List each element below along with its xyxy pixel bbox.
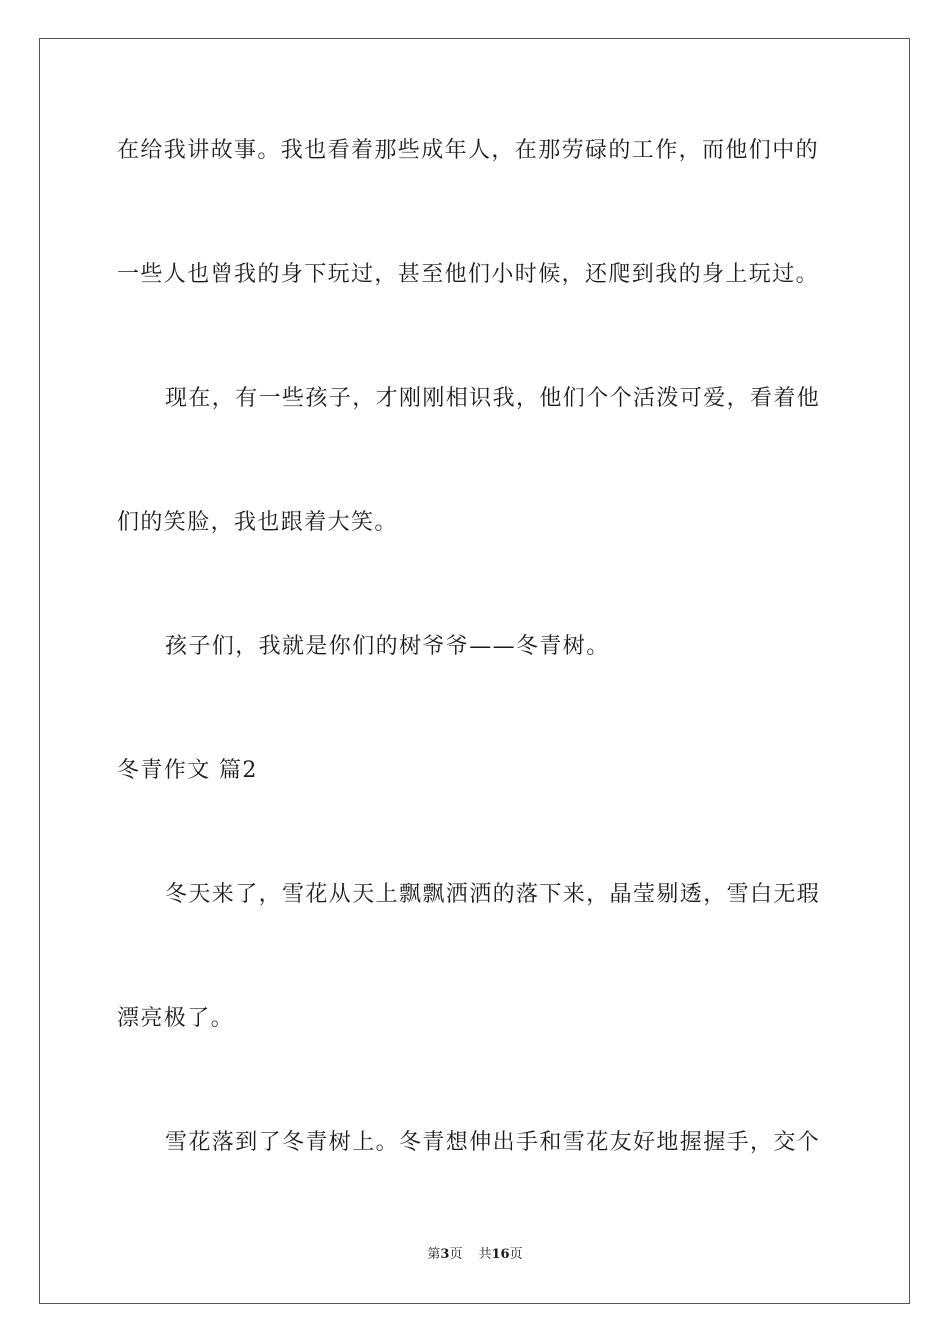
body-line-2: 一些人也曾我的身下玩过，甚至他们小时候，还爬到我的身上玩过。 <box>117 262 820 287</box>
body-line-3: 现在，有一些孩子，才刚刚相识我，他们个个活泼可爱，看着他 <box>165 386 821 411</box>
body-line-1: 在给我讲故事。我也看着那些成年人，在那劳碌的工作，而他们中的 <box>117 138 820 163</box>
body-line-4: 们的笑脸，我也跟着大笑。 <box>117 510 398 535</box>
body-line-7: 漂亮极了。 <box>117 1006 235 1031</box>
footer-total-prefix: 共 <box>478 1247 492 1262</box>
page-border <box>39 38 910 1304</box>
body-line-8: 雪花落到了冬青树上。冬青想伸出手和雪花友好地握握手，交个 <box>165 1130 821 1155</box>
page-footer <box>0 1246 950 1264</box>
section-heading: 冬青作文 篇2 <box>117 758 258 783</box>
body-line-6: 冬天来了，雪花从天上飘飘洒洒的落下来，晶莹剔透，雪白无瑕 <box>165 882 821 907</box>
footer-page-number: 3 <box>440 1247 450 1262</box>
footer-page-suffix: 页 <box>449 1247 463 1262</box>
body-line-5: 孩子们，我就是你们的树爷爷——冬青树。 <box>165 634 610 659</box>
footer-total-pages: 16 <box>491 1247 510 1262</box>
footer-total-suffix: 页 <box>509 1247 523 1262</box>
footer-page-prefix: 第 <box>427 1247 441 1262</box>
